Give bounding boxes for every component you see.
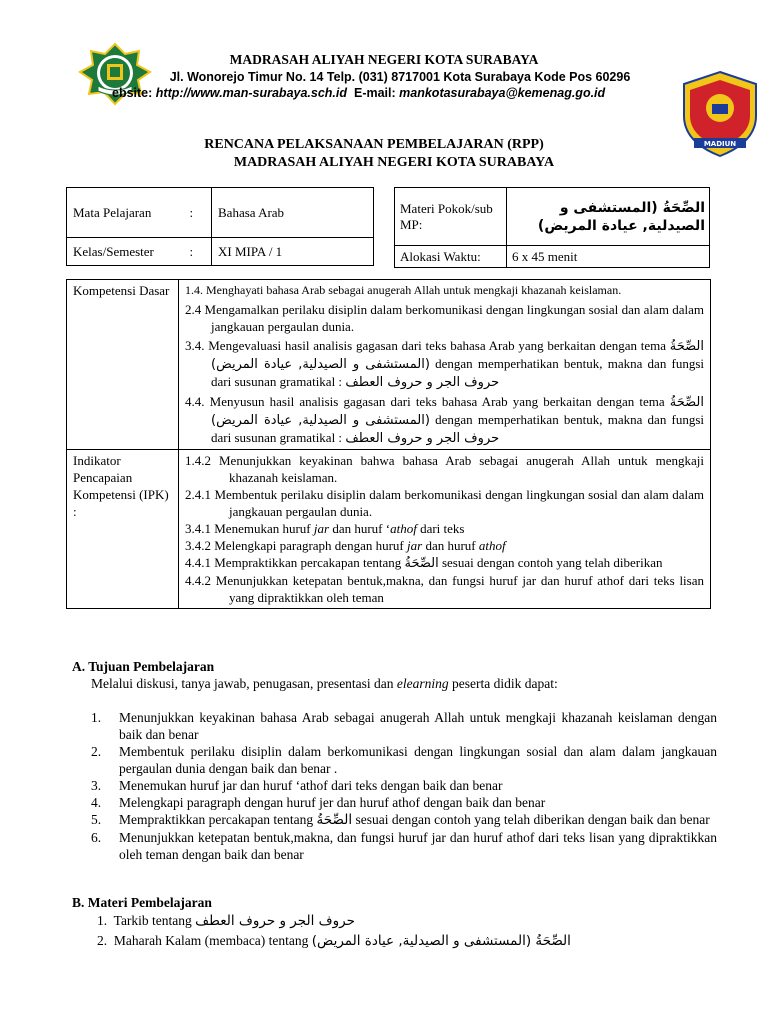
- materi-label: Materi Pokok/sub MP:: [395, 188, 507, 246]
- materi-2-text: Maharah Kalam (membaca) tentang: [113, 933, 309, 948]
- ipk-3-4-1-athof: athof: [390, 521, 417, 536]
- doc-title: RENCANA PELAKSANAAN PEMBELAJARAN (RPP): [204, 137, 544, 152]
- ipk-4-4-1-arabic: الصِّحَةُ: [404, 556, 439, 571]
- tujuan-intro: [72, 675, 717, 692]
- ipk-4-4-1-text-2: sesuai dengan contoh yang telah diberikan: [441, 555, 663, 570]
- list-text-2: sesuai dengan contoh yang telah diberikan dengan baik dan benar: [355, 812, 710, 827]
- tujuan-intro-text-2: peserta didik dapat:: [452, 676, 558, 691]
- ipk-3-4-2-text-2: dan huruf: [425, 538, 476, 553]
- list-text: Melengkapi paragraph dengan huruf jer dan huruf athof dengan baik dan benar: [119, 795, 546, 810]
- kd-content: [179, 280, 711, 450]
- kd-4-4-text-2: dengan memperhatikan bentuk, makna dan fungsi dari susunan gramatikal :: [211, 412, 704, 445]
- subject-value: Bahasa Arab: [212, 188, 374, 238]
- kd-3-4-arabic-grammar: حروف الجر و حروف العطف: [345, 375, 500, 390]
- info-table-left: [66, 187, 374, 266]
- materi-item-1: [72, 912, 717, 930]
- list-num: 1.: [97, 913, 108, 928]
- tujuan-list: [72, 709, 717, 863]
- list-num: 4.: [91, 795, 102, 810]
- school-name: MADRASAH ALIYAH NEGERI KOTA SURABAYA: [229, 52, 539, 67]
- list-text: Menunjukkan ketepatan bentuk,makna, dan fungsi huruf jar dan huruf athof dari teks lisan yang dipraktikkan oleh teman dengan baik dan benar: [119, 830, 717, 862]
- materi-1-text: Tarkib tentang: [113, 913, 192, 928]
- school-address: Jl. Wonorejo Timur No. 14 Telp. (031) 8717001 Kota Surabaya Kode Pos 60296: [169, 70, 631, 84]
- kd-label: Kompetensi Dasar: [67, 280, 179, 450]
- emblem-text: MADIUN: [703, 140, 737, 148]
- materi-heading: B. Materi Pembelajaran: [72, 895, 212, 910]
- list-item: [72, 743, 717, 777]
- list-num: 2.: [97, 933, 108, 948]
- tujuan-intro-text: Melalui diskusi, tanya jawab, penugasan, presentasi dan: [91, 676, 394, 691]
- kd-item-2-4: 2.4 Mengamalkan perilaku disiplin dalam berkomunikasi dengan lingkungan sosial dan alam dalam jangkauan pergaulan dunia.: [185, 302, 704, 334]
- kd-4-4-arabic-theme: الصِّحَةُ (المستشفى و الصيدلية, عيادة المريض): [211, 395, 705, 428]
- alokasi-value: 6 x 45 menit: [507, 246, 710, 268]
- ipk-3-4-2-jar: jar: [407, 538, 423, 553]
- competency-table: [66, 279, 711, 609]
- email-link[interactable]: mankotasurabaya@kemenag.go.id: [399, 86, 606, 100]
- ipk-item-4-4-2: 4.4.2 Menunjukkan ketepatan bentuk,makna, dan fungsi huruf jar dan huruf athof dari teks lisan yang dipraktikkan oleh teman: [185, 573, 704, 605]
- ipk-3-4-1-jar: jar: [313, 521, 330, 536]
- website-label: ebsite:: [112, 86, 153, 100]
- list-item: [72, 709, 717, 743]
- list-text: Menemukan huruf jar dan huruf ‘athof dari teks dengan baik dan benar: [119, 778, 503, 793]
- list-text: Membentuk perilaku disiplin dalam berkomunikasi dengan lingkungan sosial dan alam dalam jangkauan pergaulan dunia dengan baik dan benar .: [119, 744, 717, 776]
- tujuan-heading: A. Tujuan Pembelajaran: [72, 659, 215, 674]
- ipk-content: [179, 450, 711, 609]
- subject-label: Mata Pelajaran: [67, 188, 184, 238]
- section-materi: [72, 894, 717, 950]
- list-text: Mempraktikkan percakapan tentang: [119, 812, 314, 827]
- section-tujuan: [72, 658, 717, 863]
- list-arabic: الصِّحَةُ: [316, 812, 353, 828]
- ipk-3-4-1-text: 3.4.1 Menemukan huruf: [185, 521, 311, 536]
- list-num: 5.: [91, 812, 102, 827]
- ipk-4-4-1-text: 4.4.1 Mempraktikkan percakapan tentang: [185, 555, 402, 570]
- kd-3-4-text: 3.4. Mengevaluasi hasil analisis gagasan dari teks bahasa Arab yang berkaitan dengan tema: [185, 338, 667, 353]
- list-text: Menunjukkan keyakinan bahasa Arab sebagai anugerah Allah untuk mengkaji khazanah keislaman dengan baik dan benar: [119, 710, 717, 742]
- kd-item-4-4: [185, 393, 704, 447]
- kd-4-4-arabic-grammar: حروف الجر و حروف العطف: [345, 431, 500, 446]
- ipk-3-4-2-athof: athof: [478, 538, 506, 553]
- list-item: [72, 777, 717, 794]
- list-item: [72, 829, 717, 863]
- ipk-item-1-4-2: 1.4.2 Menunjukkan keyakinan bahwa bahasa Arab sebagai anugerah Allah untuk mengkaji khazanah keislaman.: [185, 453, 704, 485]
- alokasi-label: Alokasi Waktu:: [395, 246, 507, 268]
- class-value: XI MIPA / 1: [212, 238, 374, 266]
- info-table-right: [394, 187, 710, 268]
- ipk-item-3-4-2: [185, 537, 704, 554]
- materi-value: الصِّحَةُ (المستشفى و الصيدلية, عيادة المريض): [507, 188, 710, 246]
- ipk-label: Indikator Pencapaian Kompetensi (IPK) :: [67, 450, 179, 609]
- ipk-item-3-4-1: [185, 520, 704, 537]
- ipk-3-4-2-text: 3.4.2 Melengkapi paragraph dengan huruf: [185, 538, 404, 553]
- list-num: 1.: [91, 710, 102, 725]
- materi-2-arabic: الصِّحَةُ (المستشفى و الصيدلية, عيادة المريض): [311, 933, 571, 949]
- kd-4-4-text: 4.4. Menyusun hasil analisis gagasan dari teks bahasa Arab yang berkaitan dengan tema: [185, 394, 665, 409]
- website-link[interactable]: http://www.man-surabaya.sch.id: [155, 86, 348, 100]
- list-item: [72, 794, 717, 811]
- ipk-3-4-1-text-3: dari teks: [420, 521, 465, 536]
- list-item: [72, 811, 717, 829]
- materi-item-2: [72, 932, 717, 950]
- kd-3-4-text-2: dengan memperhatikan bentuk, makna dan fungsi dari susunan gramatikal :: [211, 356, 704, 389]
- materi-1-arabic: حروف الجر و حروف العطف: [195, 913, 355, 929]
- email-label: E-mail:: [353, 86, 396, 100]
- kd-item-3-4: [185, 337, 704, 391]
- list-num: 6.: [91, 830, 102, 845]
- kd-item-1-4: 1.4. Menghayati bahasa Arab sebagai anugerah Allah untuk mengkaji khazanah keislaman.: [185, 283, 622, 297]
- ipk-item-2-4-1: 2.4.1 Membentuk perilaku disiplin dalam berkomunikasi dengan lingkungan sosial dan alam dalam jangkauan pergaulan dunia.: [185, 487, 704, 519]
- school-contact: [112, 86, 672, 100]
- class-colon: :: [184, 238, 212, 266]
- class-label: Kelas/Semester: [67, 238, 184, 266]
- ipk-item-4-4-1: [185, 554, 704, 572]
- list-num: 2.: [91, 744, 102, 759]
- ipk-3-4-1-text-2: dan huruf ‘: [332, 521, 391, 536]
- list-num: 3.: [91, 778, 102, 793]
- doc-subtitle: MADRASAH ALIYAH NEGERI KOTA SURABAYA: [233, 155, 555, 170]
- tujuan-intro-elearning: elearning: [396, 676, 449, 691]
- subject-colon: :: [184, 188, 212, 238]
- kd-3-4-arabic-theme: الصِّحَةُ (المستشفى و الصيدلية, عيادة المريض): [211, 339, 704, 372]
